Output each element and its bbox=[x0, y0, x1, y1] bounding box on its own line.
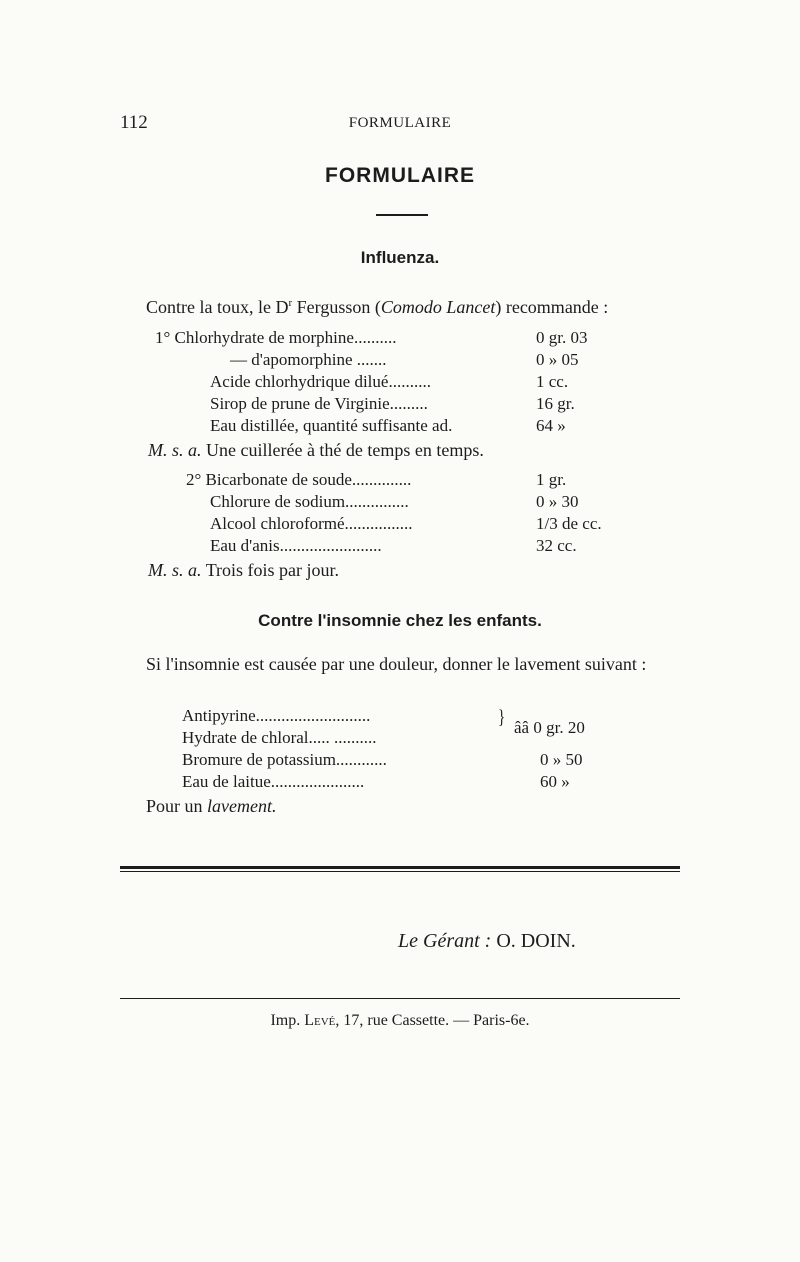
intro-name: Fergusson ( bbox=[292, 297, 381, 317]
imprint-name: Levé bbox=[304, 1012, 336, 1029]
formula1-item-name: 1° Chlorhydrate de morphine.......... bbox=[155, 328, 397, 347]
lavement-item-name: Bromure de potassium............ bbox=[182, 750, 387, 769]
lavement-closing bbox=[146, 796, 276, 816]
brace-icon: } bbox=[498, 708, 506, 729]
intro-sup: r bbox=[288, 297, 293, 309]
insomnie-intro-text: Si l'insomnie est causée par une douleur, donner le lavement suivant : bbox=[146, 654, 647, 674]
influenza-intro bbox=[120, 292, 680, 318]
formula2-item-name: 2° Bicarbonate de soude.............. bbox=[186, 470, 412, 489]
intro-end: ) recommande : bbox=[495, 297, 609, 317]
separator-rule-thin bbox=[120, 871, 680, 872]
instruction-text: Une cuillerée à thé de temps en temps. bbox=[206, 440, 484, 460]
ms-abbrev: M. s. a. bbox=[148, 440, 202, 460]
closing-start: Pour un bbox=[146, 796, 208, 816]
main-title: FORMULAIRE bbox=[325, 164, 475, 187]
imprint-rest: , 17, rue Cassette. — Paris-6e. bbox=[335, 1012, 530, 1029]
formula2-instruction bbox=[148, 560, 339, 580]
insomnie-intro bbox=[120, 653, 680, 675]
running-title: FORMULAIRE bbox=[348, 115, 452, 131]
formula2-item-name: Chlorure de sodium............... bbox=[210, 492, 409, 511]
lavement-item-name: Eau de laitue...................... bbox=[182, 772, 365, 791]
formula2-item-qty: 1/3 de cc. bbox=[536, 514, 602, 533]
intro-source: Comodo Lancet bbox=[380, 297, 496, 317]
instruction-text: Trois fois par jour. bbox=[205, 560, 340, 580]
formula1-item-qty: 64 » bbox=[536, 416, 566, 435]
formula1-item-qty: 0 » 05 bbox=[536, 350, 579, 369]
formula1-item-name: Eau distillée, quantité suffisante ad. bbox=[210, 416, 453, 435]
formula1-item-name: Sirop de prune de Virginie......... bbox=[210, 394, 428, 413]
imprint-prefix: Imp. bbox=[270, 1012, 305, 1029]
separator-rule bbox=[120, 866, 680, 869]
formula1-item-qty: 0 gr. 03 bbox=[536, 328, 588, 347]
section-title-influenza: Influenza. bbox=[360, 248, 440, 267]
gerant-label: Le Gérant : bbox=[398, 930, 492, 952]
lavement-brace-qty: ââ 0 gr. 20 bbox=[514, 718, 585, 737]
gerant-name: O. DOIN. bbox=[496, 930, 576, 952]
lavement-item-qty: 0 » 50 bbox=[540, 750, 583, 769]
closing-italic: lavement. bbox=[207, 796, 277, 816]
title-rule bbox=[376, 214, 428, 216]
formula1-item-name: Acide chlorhydrique dilué.......... bbox=[210, 372, 431, 391]
lavement-item-name: Hydrate de chloral..... .......... bbox=[182, 728, 377, 747]
lavement-item-name: Antipyrine........................... bbox=[182, 706, 371, 725]
formula2-item-qty: 32 cc. bbox=[536, 536, 577, 555]
gerant-line bbox=[398, 930, 576, 953]
formula2-item-name: Eau d'anis........................ bbox=[210, 536, 382, 555]
lavement-item-qty: 60 » bbox=[540, 772, 570, 791]
formula1-item-qty: 1 cc. bbox=[536, 372, 569, 391]
formula2-item-qty: 1 gr. bbox=[536, 470, 567, 489]
formula1-instruction bbox=[148, 440, 484, 460]
formula2-item-qty: 0 » 30 bbox=[536, 492, 579, 511]
page-number: 112 bbox=[120, 112, 148, 133]
footer-rule bbox=[120, 998, 680, 999]
formula1-item-qty: 16 gr. bbox=[536, 394, 575, 413]
imprint-line bbox=[0, 1012, 800, 1030]
page-header bbox=[120, 112, 680, 136]
ms-abbrev: M. s. a. bbox=[148, 560, 202, 580]
formula1-item-name: — d'apomorphine ....... bbox=[230, 350, 387, 369]
formula2-item-name: Alcool chloroformé................ bbox=[210, 514, 413, 533]
intro-start: Contre la toux, le D bbox=[146, 297, 289, 317]
section-title-insomnie: Contre l'insomnie chez les enfants. bbox=[258, 611, 542, 630]
